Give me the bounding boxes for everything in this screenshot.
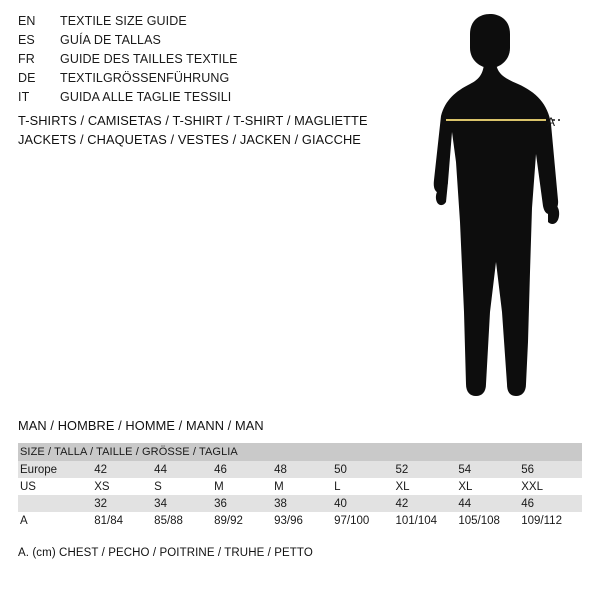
language-text: GUIDE DES TAILLES TEXTILE	[60, 52, 238, 66]
cell-value: 93/96	[272, 512, 332, 529]
cell-value: 36	[212, 495, 272, 512]
cell-value: M	[212, 478, 272, 495]
cell-value: 56	[519, 461, 582, 478]
language-code: DE	[18, 71, 36, 85]
cell-value: 52	[394, 461, 457, 478]
cell-value: 89/92	[212, 512, 272, 529]
table-row	[18, 461, 582, 478]
language-text: GUÍA DE TALLAS	[60, 33, 161, 47]
row-label	[18, 495, 92, 512]
language-row	[18, 71, 418, 90]
size-table	[18, 443, 582, 529]
body-figure	[408, 12, 600, 412]
measure-marker-label: A	[547, 115, 556, 129]
footnote-chest-measure: A. (cm) CHEST / PECHO / POITRINE / TRUHE / PETTO	[18, 547, 313, 559]
cell-value: 50	[332, 461, 393, 478]
cell-value: XXL	[519, 478, 582, 495]
cell-value: S	[152, 478, 212, 495]
cell-value: M	[272, 478, 332, 495]
cell-value: 44	[152, 461, 212, 478]
row-label: A	[18, 512, 92, 529]
cell-value: 32	[92, 495, 152, 512]
category-tshirts: T-SHIRTS / CAMISETAS / T-SHIRT / T-SHIRT / MAGLIETTE	[18, 113, 368, 128]
cell-value: XL	[394, 478, 457, 495]
garment-category-list	[18, 111, 438, 149]
cell-value: XL	[456, 478, 519, 495]
row-label: US	[18, 478, 92, 495]
language-code: ES	[18, 33, 35, 47]
cell-value: 40	[332, 495, 393, 512]
language-row	[18, 33, 418, 52]
cell-value: XS	[92, 478, 152, 495]
cell-value: 42	[394, 495, 457, 512]
language-row	[18, 52, 418, 71]
cell-value: 34	[152, 495, 212, 512]
cell-value: 101/104	[394, 512, 457, 529]
table-header-cell: SIZE / TALLA / TAILLE / GRÖSSE / TAGLIA	[18, 443, 582, 461]
cell-value: 85/88	[152, 512, 212, 529]
table-row	[18, 495, 582, 512]
cell-value: 38	[272, 495, 332, 512]
language-text: GUIDA ALLE TAGLIE TESSILI	[60, 90, 232, 104]
cell-value: 46	[519, 495, 582, 512]
language-list	[18, 14, 418, 109]
language-row	[18, 14, 418, 33]
language-text: TEXTILGRÖSSENFÜHRUNG	[60, 71, 230, 85]
section-title-man: MAN / HOMBRE / HOMME / MANN / MAN	[18, 418, 264, 433]
language-code: EN	[18, 14, 36, 28]
cell-value: 109/112	[519, 512, 582, 529]
cell-value: 81/84	[92, 512, 152, 529]
male-silhouette-icon	[408, 12, 600, 412]
table-row	[18, 512, 582, 529]
language-text: TEXTILE SIZE GUIDE	[60, 14, 187, 28]
cell-value: 46	[212, 461, 272, 478]
row-label: Europe	[18, 461, 92, 478]
language-code: FR	[18, 52, 35, 66]
cell-value: 48	[272, 461, 332, 478]
cell-value: L	[332, 478, 393, 495]
table-row	[18, 478, 582, 495]
cell-value: 97/100	[332, 512, 393, 529]
language-code: IT	[18, 90, 30, 104]
cell-value: 105/108	[456, 512, 519, 529]
table-header-row	[18, 443, 582, 461]
category-jackets: JACKETS / CHAQUETAS / VESTES / JACKEN / GIACCHE	[18, 132, 361, 147]
cell-value: 54	[456, 461, 519, 478]
cell-value: 44	[456, 495, 519, 512]
cell-value: 42	[92, 461, 152, 478]
language-row	[18, 90, 418, 109]
